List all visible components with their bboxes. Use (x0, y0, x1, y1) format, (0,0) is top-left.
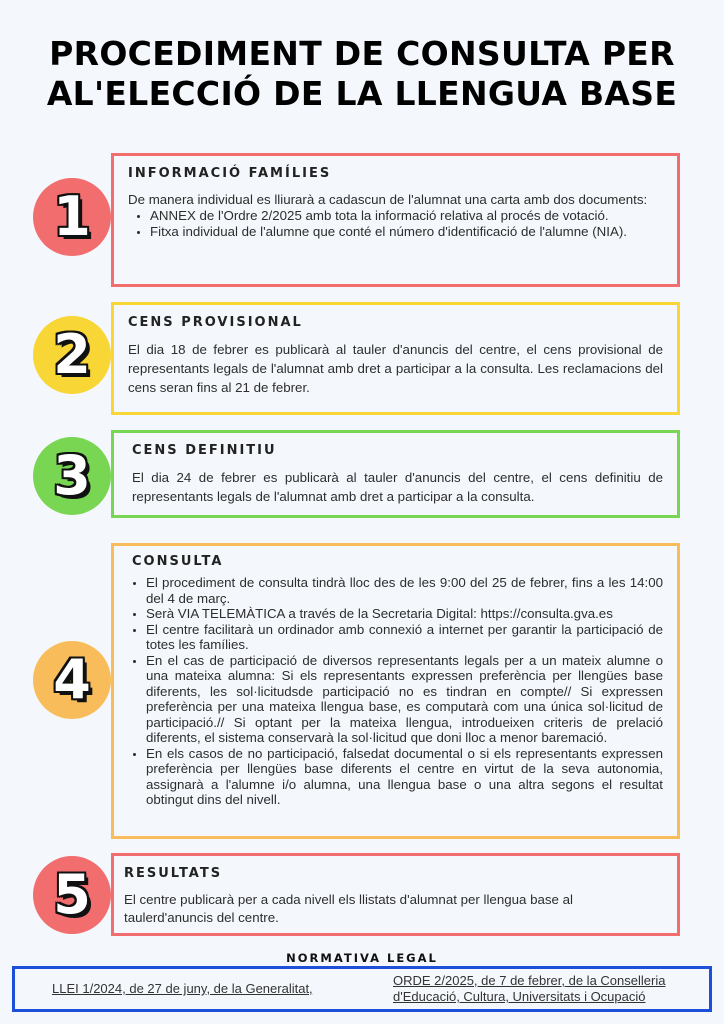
page-title (0, 34, 724, 114)
step-1-number-badge: 1 (33, 178, 111, 256)
step-4-card (111, 543, 680, 839)
step-3-text: El dia 24 de febrer es publicarà al tauler d'anuncis del centre, el cens definitiu de representants legals de l'alumnat amb dret a participar a la consulta. (132, 470, 663, 504)
step-2-heading: CENS PROVISIONAL (128, 315, 303, 330)
step-3-number-badge: 3 (33, 437, 111, 515)
step-4-heading: CONSULTA (132, 554, 224, 569)
step-1-card (111, 153, 680, 287)
step-5-number-badge: 5 (33, 856, 111, 934)
list-item: • En els casos de no participació, falsedat documental o si els representants expressen preferència per llengües base diferents el centre en virtut de la seva autonomia, assignarà a l'alumne i/o alumna, una llengua base o una altra segons el resultat obtingut dins del nivell. (146, 746, 663, 808)
page-title-line-1: PROCEDIMENT DE CONSULTA PER (49, 34, 675, 73)
legal-references-box (12, 966, 712, 1012)
orde-link-line-1: ORDE 2/2025, de 7 de febrer, de la Conselleria (393, 973, 666, 988)
list-item: • El procediment de consulta tindrà lloc des de les 9:00 del 25 de febrer, fins a les 14:00 del 4 de març. (146, 575, 663, 606)
step-5-heading: RESULTATS (124, 866, 223, 881)
step-3-heading: CENS DEFINITIU (132, 443, 277, 458)
step-2-number-badge: 2 (33, 316, 111, 394)
legal-section-title: NORMATIVA LEGAL (286, 951, 438, 965)
list-item: • En el cas de participació de diversos representants legals per a un mateix alumne o una mateixa alumna: Si els representants expressen preferència per llengües base diferents, les sol·licitudsde participació no es tindran en compte// Si expressen preferència per una mateixa llengua base, es computarà com una única sol·licitud de participació.// Si optant per la mateixa llengua, introdueixen criteris de prelació diferents, el sistema conservarà la sol·licitud que doni lloc a menor baremació. (146, 653, 663, 746)
step-1-heading: INFORMACIÓ FAMÍLIES (128, 166, 332, 181)
step-3-card (111, 430, 680, 518)
step-4-list (128, 575, 663, 808)
orde-link-line-2: d'Educació, Cultura, Universitats i Ocupació (393, 989, 646, 1004)
list-item: • El centre facilitarà un ordinador amb connexió a internet per garantir la participació de totes les famílies. (146, 622, 663, 653)
step-5-card (111, 853, 680, 936)
llei-1-2024-link[interactable]: LLEI 1/2024, de 27 de juny, de la Generalitat, (52, 981, 313, 996)
list-item: • Fitxa individual de l'alumne que conté el número d'identificació de l'alumne (NIA). (150, 224, 663, 240)
page-title-line-2: AL'ELECCIÓ DE LA LLENGUA BASE (46, 74, 678, 113)
list-item: • ANNEX de l'Ordre 2/2025 amb tota la informació relativa al procés de votació. (150, 208, 663, 224)
step-4-number-badge: 4 (33, 641, 111, 719)
step-2-text: El dia 18 de febrer es publicarà al tauler d'anuncis del centre, el cens provisional de representants legals de l'alumnat amb dret a participar a la consulta. Les reclamacions del cens seran fins al 21 de febrer. (128, 342, 663, 395)
step-2-card (111, 302, 680, 415)
step-1-list (128, 208, 663, 239)
orde-2-2025-link[interactable] (393, 973, 665, 1005)
step-5-text: El centre publicarà per a cada nivell els llistats d'alumnat per llengua base al taulerd'anuncis del centre. (124, 892, 573, 925)
list-item: • Serà VIA TELEMÀTICA a través de la Secretaria Digital: https://consulta.gva.es (146, 606, 663, 622)
step-1-intro: De manera individual es lliurarà a cadascun de l'alumnat una carta amb dos documents: (128, 192, 648, 207)
